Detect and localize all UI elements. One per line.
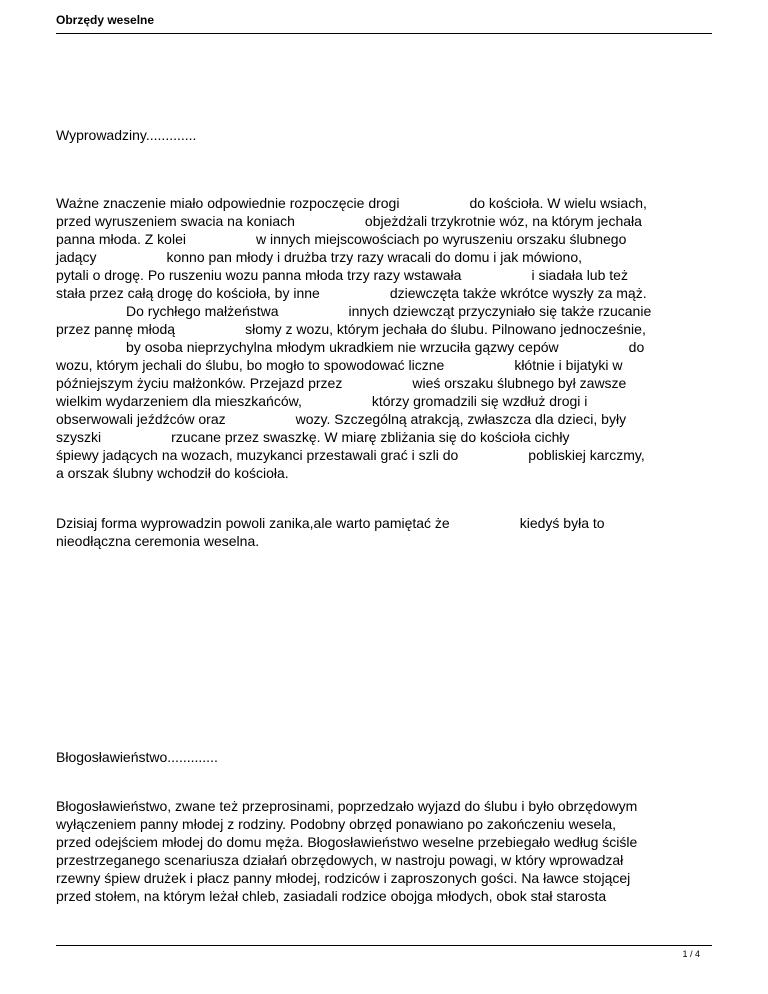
text-line: przed stołem, na którym leżał chleb, zasiadali rodzice obojga młodych, obok stał starosta bbox=[56, 888, 607, 904]
paragraph-wyprowadziny-2 bbox=[56, 514, 716, 550]
paragraph-wyprowadziny-1 bbox=[56, 194, 716, 482]
text-line: późniejszym życiu małżonków. Przejazd przez wieś orszaku ślubnego był zawsze bbox=[56, 375, 627, 391]
section-heading-blogoslawienstwo: Błogosławieństwo............. bbox=[56, 749, 218, 765]
text-line: przez pannę młodą słomy z wozu, którym jechała do ślubu. Pilnowano jednocześnie, bbox=[56, 321, 646, 337]
text-line: nieodłączna ceremonia weselna. bbox=[56, 533, 260, 549]
text-line: przestrzeganego scenariusza działań obrzędowych, w nastroju powagi, w który wprowadzał bbox=[56, 852, 624, 868]
footer-divider bbox=[56, 945, 712, 946]
text-line: stała przez całą drogę do kościoła, by inne dziewczęta także wkrótce wyszły za mąż. bbox=[56, 285, 647, 301]
text-line: wyłączeniem panny młodej z rodziny. Podobny obrzęd ponawiano po zakończeniu wesela, bbox=[56, 816, 617, 832]
section-heading-wyprowadziny: Wyprowadziny............. bbox=[56, 127, 197, 143]
text-line: wielkim wydarzeniem dla mieszkańców, którzy gromadzili się wzdłuż drogi i bbox=[56, 393, 588, 409]
text-line: jadący konno pan młody i drużba trzy razy wracali do domu i jak mówiono, bbox=[56, 249, 583, 265]
text-line: Błogosławieństwo, zwane też przeprosinami, poprzedzało wyjazd do ślubu i było obrzędowym bbox=[56, 798, 638, 814]
text-line: rzewny śpiew drużek i płacz panny młodej, rodziców i zaproszonych gości. Na ławce stojącej bbox=[56, 870, 631, 886]
text-line: szyszki rzucane przez swaszkę. W miarę zbliżania się do kościoła cichły bbox=[56, 429, 570, 445]
text-line: przed odejściem młodej do domu męża. Błogosławieństwo weselne przebiegało według ściśle bbox=[56, 834, 638, 850]
page-number: 1 / 4 bbox=[682, 949, 700, 959]
text-line: a orszak ślubny wchodził do kościoła. bbox=[56, 465, 289, 481]
text-line: Do rychłego małżeństwa innych dziewcząt przyczyniało się także rzucanie bbox=[56, 303, 652, 319]
text-line: Ważne znaczenie miało odpowiednie rozpoczęcie drogi do kościoła. W wielu wsiach, bbox=[56, 195, 647, 211]
text-line: pytali o drogę. Po ruszeniu wozu panna młoda trzy razy wstawała i siadała lub też bbox=[56, 267, 628, 283]
text-line: wozu, którym jechali do ślubu, bo mogło to spowodować liczne kłótnie i bijatyki w bbox=[56, 357, 623, 373]
text-line: Dzisiaj forma wyprowadzin powoli zanika,ale warto pamiętać że kiedyś była to bbox=[56, 515, 605, 531]
paragraph-blogoslawienstwo-1 bbox=[56, 797, 716, 905]
text-line: obserwowali jeźdźców oraz wozy. Szczególną atrakcją, zwłaszcza dla dzieci, były bbox=[56, 411, 627, 427]
text-line: panna młoda. Z kolei w innych miejscowościach po wyruszeniu orszaku ślubnego bbox=[56, 231, 627, 247]
text-line: przed wyruszeniem swacia na koniach objeżdżali trzykrotnie wóz, na którym jechała bbox=[56, 213, 642, 229]
text-line: by osoba nieprzychylna młodym ukradkiem nie wrzuciła gązwy cepów do bbox=[56, 339, 645, 355]
page-header-title: Obrzędy weselne bbox=[56, 13, 155, 27]
text-line: śpiewy jadących na wozach, muzykanci przestawali grać i szli do pobliskiej karczmy, bbox=[56, 447, 645, 463]
header-divider bbox=[56, 33, 712, 34]
